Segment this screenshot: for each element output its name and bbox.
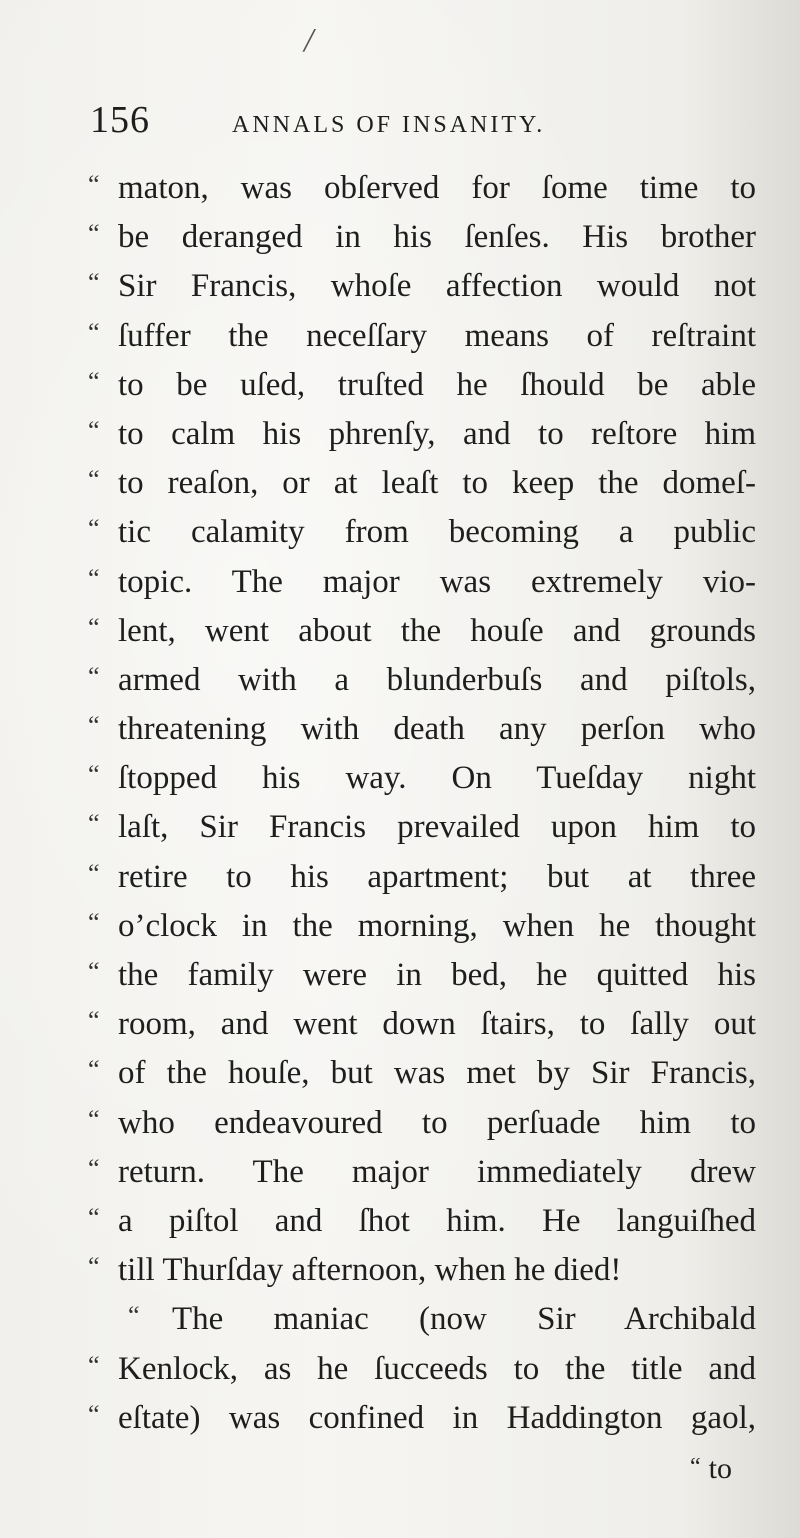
quote-mark: “: [88, 907, 100, 937]
line-text: be deranged in his ſenſes. His brother: [118, 219, 756, 256]
text-line: [88, 1148, 756, 1197]
line-text: till Thurſday afternoon, when he died!: [118, 1252, 622, 1289]
quote-mark: “: [88, 268, 100, 298]
text-line: [88, 1394, 756, 1443]
line-text: to calm his phrenſy, and to reſtore him: [118, 415, 756, 452]
quote-mark: “: [88, 1055, 100, 1085]
text-line: [88, 902, 756, 951]
line-text: of the houſe, but was met by Sir Francis,: [118, 1055, 756, 1092]
line-text: eſtate) was confined in Haddington gaol,: [118, 1399, 756, 1436]
line-text: to reaſon, or at leaſt to keep the domeſ-: [118, 465, 756, 502]
quote-mark: “: [88, 1202, 100, 1232]
text-line: [88, 1000, 756, 1049]
quote-mark: “: [88, 317, 100, 347]
text-line: [88, 951, 756, 1000]
catchword: [690, 1452, 732, 1486]
line-text: armed with a blunderbuſs and piſtols,: [118, 661, 756, 698]
text-line: [88, 705, 756, 754]
quote-mark: “: [88, 1399, 100, 1429]
quote-mark: “: [88, 612, 100, 642]
quote-mark: “: [88, 219, 100, 249]
running-head: ANNALS OF INSANITY.: [232, 112, 546, 138]
line-text: who endeavoured to perſuade him to: [118, 1104, 756, 1141]
text-line: [88, 754, 756, 803]
quote-mark: “: [88, 415, 100, 445]
quote-mark: “: [88, 957, 100, 986]
text-line: [88, 508, 756, 557]
text-line: [88, 410, 756, 459]
line-text: retire to his apartment; but at three: [118, 858, 756, 895]
text-line: [88, 459, 756, 508]
text-line: [88, 853, 756, 902]
text-line: [88, 656, 756, 705]
text-line: [88, 1295, 756, 1344]
line-text: tic calamity from becoming a public: [118, 514, 756, 551]
line-text: o’clock in the morning, when he thought: [118, 907, 756, 944]
line-text: a piſtol and ſhot him. He languiſhed: [118, 1202, 756, 1239]
quote-mark: “: [88, 1006, 100, 1036]
text-line: [88, 607, 756, 656]
line-text: the family were in bed, he quitted his: [118, 957, 756, 993]
text-line: [88, 1345, 756, 1394]
line-text: maton, was obſerved for ſome time to: [118, 170, 756, 206]
quote-mark: “: [88, 760, 100, 790]
text-line: [88, 1197, 756, 1246]
quote-mark: “: [88, 1153, 100, 1183]
quote-mark: “: [88, 465, 100, 495]
text-line: [88, 164, 756, 213]
line-text: ſuffer the neceſſary means of reſtraint: [118, 317, 756, 354]
line-text: return. The major immediately drew: [118, 1153, 756, 1190]
quote-mark: “: [88, 514, 100, 544]
line-text: topic. The major was extremely vio-: [118, 563, 756, 600]
quote-mark: “: [88, 563, 100, 593]
line-text: ſtopped his way. On Tueſday night: [118, 760, 756, 797]
quote-mark: “: [88, 661, 100, 691]
text-line: [88, 361, 756, 410]
line-text: room, and went down ſtairs, to ſally out: [118, 1006, 756, 1043]
line-text: laſt, Sir Francis prevailed upon him to: [118, 809, 756, 846]
quote-mark: “: [88, 366, 100, 396]
page-header: [90, 98, 750, 148]
quote-mark: “: [88, 1104, 100, 1134]
line-text: threatening with death any perſon who: [118, 711, 756, 748]
line-text: Sir Francis, whoſe affection would not: [118, 268, 756, 305]
quote-mark: “: [88, 170, 100, 199]
line-text: lent, went about the houſe and grounds: [118, 612, 756, 649]
catchword-quote-mark: “: [690, 1454, 701, 1480]
quote-mark: “: [88, 858, 100, 888]
text-line: [88, 213, 756, 262]
stray-pencil-mark: /: [304, 22, 314, 59]
quote-mark: “: [88, 711, 100, 741]
line-text: The maniac (now Sir Archibald: [172, 1301, 756, 1338]
body-text: [88, 164, 756, 1443]
quote-mark: “: [88, 1252, 100, 1282]
text-line: [88, 312, 756, 361]
line-text: to be uſed, truſted he ſhould be able: [118, 366, 756, 403]
text-line: [88, 262, 756, 311]
text-line: [88, 1099, 756, 1148]
line-text: Kenlock, as he ſucceeds to the title and: [118, 1350, 756, 1387]
page-number: 156: [90, 99, 150, 141]
quote-mark: “: [88, 809, 100, 839]
text-line: [88, 1246, 756, 1295]
text-line: [88, 1049, 756, 1098]
catchword-text: to: [708, 1452, 732, 1485]
quote-mark: “: [128, 1301, 140, 1331]
quote-mark: “: [88, 1350, 100, 1380]
text-line: [88, 803, 756, 852]
text-line: [88, 558, 756, 607]
